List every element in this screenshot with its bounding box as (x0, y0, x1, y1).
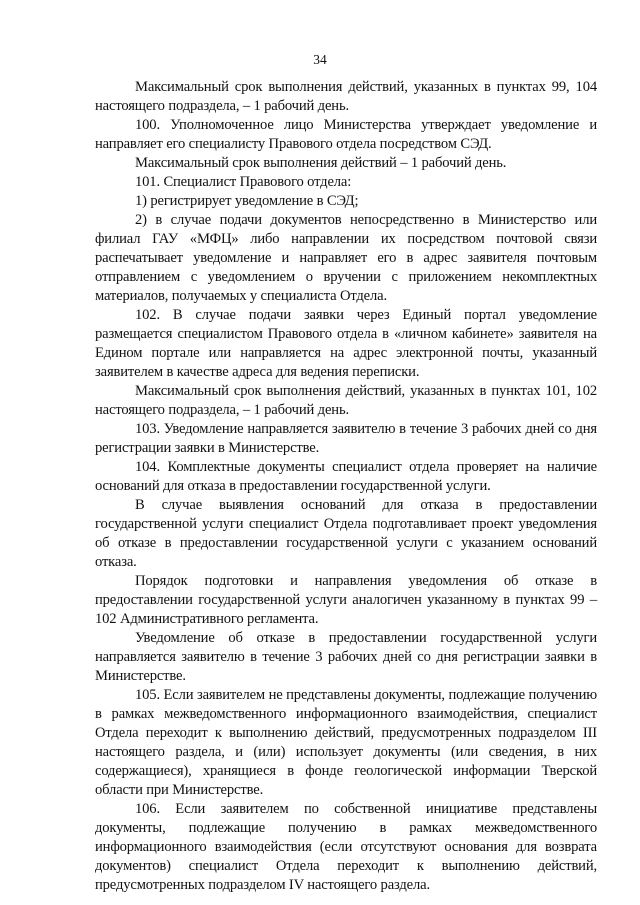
paragraph: 104. Комплектные документы специалист отдела проверяет на наличие оснований для отказа в предоставлении государственной услуги. (95, 459, 597, 494)
paragraph: 103. Уведомление направляется заявителю в течение 3 рабочих дней со дня регистрации заявки в Министерстве. (95, 421, 597, 456)
paragraph: Максимальный срок выполнения действий – 1 рабочий день. (135, 155, 507, 171)
paragraph: Уведомление об отказе в предоставлении государственной услуги направляется заявителю в течение 3 рабочих дней со дня регистрации заявки в Министерстве. (95, 630, 597, 684)
paragraph: 2) в случае подачи документов непосредственно в Министерство или филиал ГАУ «МФЦ» либо направлении их посредством почтовой связи распечатывает уведомление и направляет его в адрес заявителя почтовым отправлением с уведомлением о вручении с приложением некомплектных материалов, получаемых у специалиста Отдела. (95, 212, 597, 304)
paragraph: 100. Уполномоченное лицо Министерства утверждает уведомление и направляет его специалисту Правового отдела посредством СЭД. (95, 117, 597, 152)
paragraph: 101. Специалист Правового отдела: (135, 174, 352, 190)
paragraph: 105. Если заявителем не представлены документы, подлежащие получению в рамках межведомственного информационного взаимодействия, специалист Отдела переходит к выполнению действий, предусмотренных подразделом III настоящего раздела, и (или) использует документы (или сведения, в них содержащиеся), хранящиеся в фонде геологической информации Тверской области при Министерстве. (95, 687, 597, 798)
paragraph: Порядок подготовки и направления уведомления об отказе в предоставлении государственной услуги аналогичен указанному в пунктах 99 – 102 Административного регламента. (95, 573, 597, 627)
document-body (95, 78, 597, 895)
paragraph: 102. В случае подачи заявки через Единый портал уведомление размещается специалистом Правового отдела в «личном кабинете» заявителя на Едином портале или направляется на адрес электронной почты, указанный заявителем в качестве адреса для ведения переписки. (95, 307, 597, 380)
paragraph: Максимальный срок выполнения действий, указанных в пунктах 99, 104 настоящего подраздела, – 1 рабочий день. (95, 79, 597, 114)
paragraph: 106. Если заявителем по собственной инициативе представлены документы, подлежащие получению в рамках межведомственного информационного взаимодействия (если отсутствуют основания для возврата документов) специалист Отдела переходит к выполнению действий, предусмотренных подразделом IV настоящего раздела. (95, 801, 597, 893)
page-number: 34 (313, 52, 327, 67)
paragraph: Максимальный срок выполнения действий, указанных в пунктах 101, 102 настоящего подраздела, – 1 рабочий день. (95, 383, 597, 418)
paragraph: В случае выявления оснований для отказа в предоставлении государственной услуги специалист Отдела подготавливает проект уведомления об отказе в предоставлении государственной услуги с указанием оснований отказа. (95, 497, 597, 570)
paragraph: 1) регистрирует уведомление в СЭД; (135, 193, 359, 209)
